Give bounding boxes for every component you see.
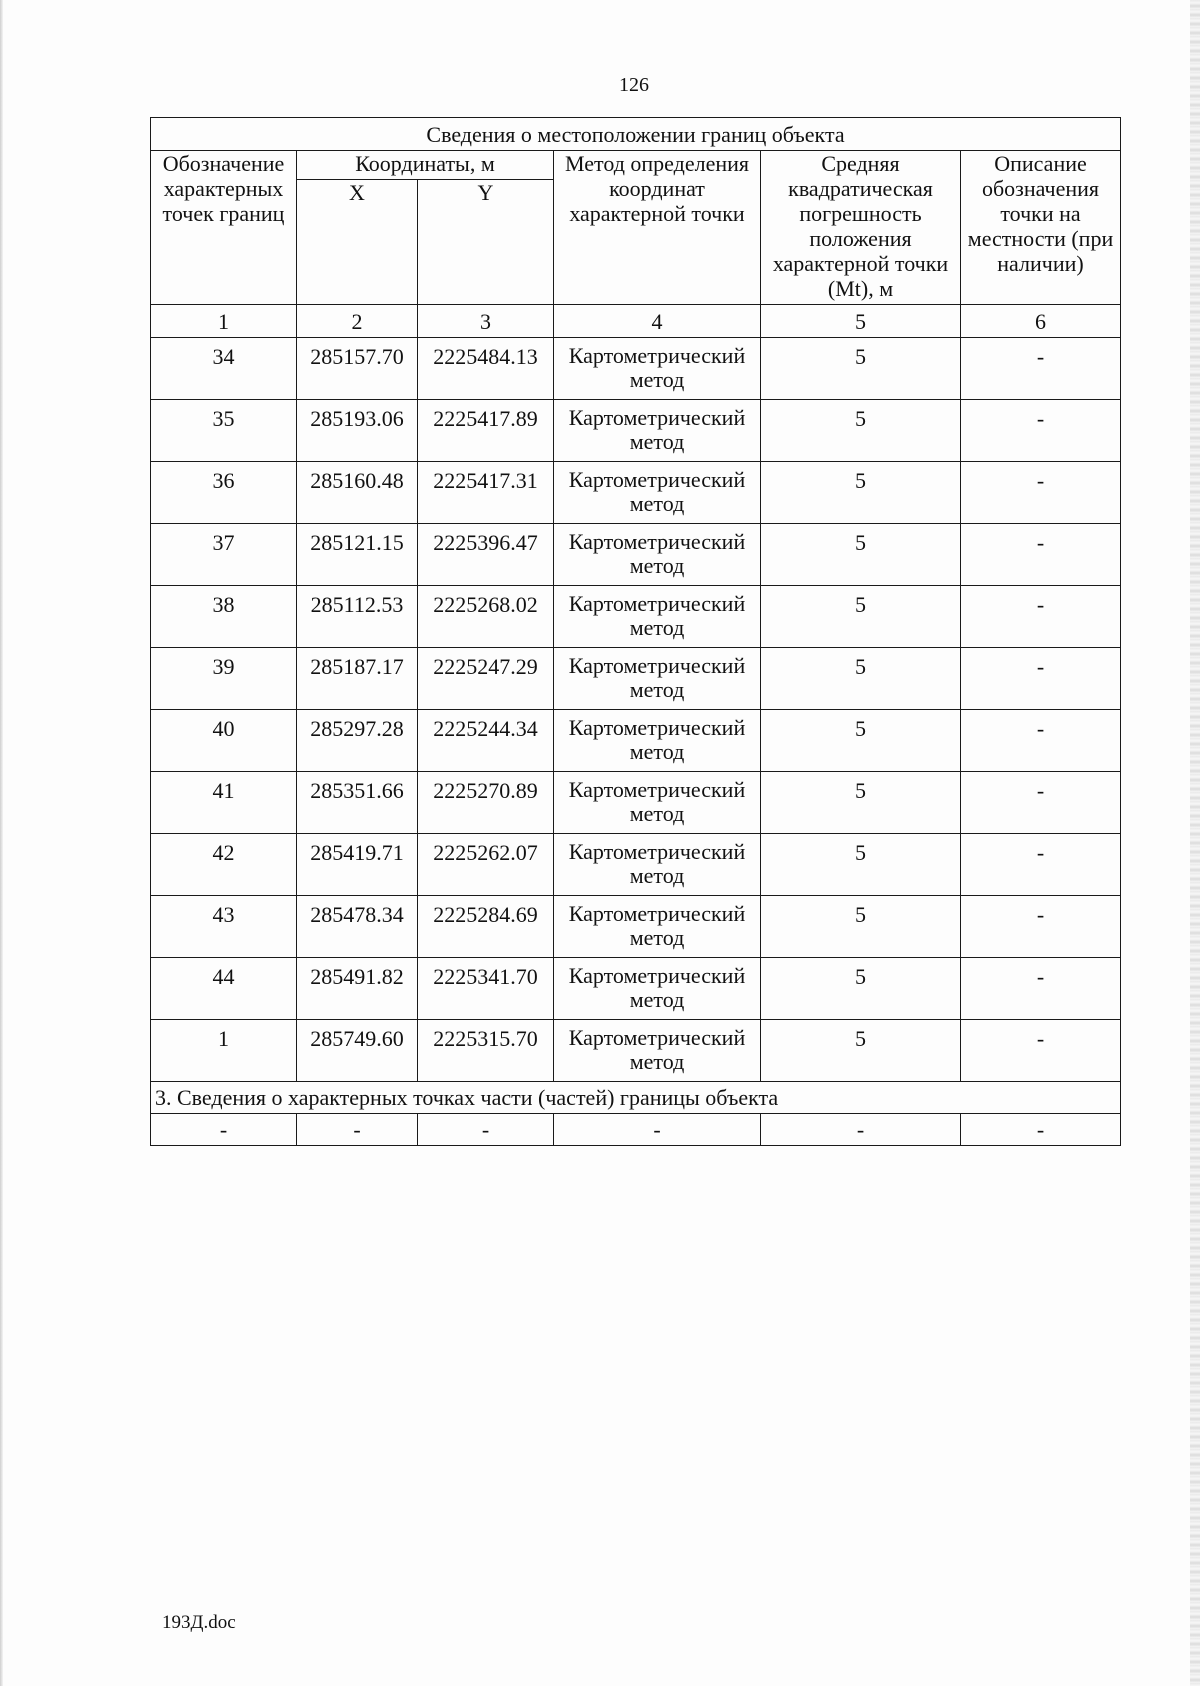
table-caption: Сведения о местоположении границ объекта [151, 118, 1121, 151]
column-number: 2 [297, 305, 418, 338]
table-row [151, 710, 1121, 772]
x-cell: 285187.17 [297, 648, 418, 710]
y-cell: 2225396.47 [418, 524, 554, 586]
section3-cell: - [554, 1114, 761, 1146]
x-cell: 285193.06 [297, 400, 418, 462]
y-cell: 2225484.13 [418, 338, 554, 400]
point-cell: 38 [151, 586, 297, 648]
description-cell: - [961, 648, 1121, 710]
section3-row [151, 1114, 1121, 1146]
header-designation: Обозначение характерных точек границ [151, 151, 297, 305]
error-cell: 5 [761, 834, 961, 896]
section3-cell: - [297, 1114, 418, 1146]
error-cell: 5 [761, 772, 961, 834]
column-number: 1 [151, 305, 297, 338]
section3-title: 3. Сведения о характерных точках части (частей) границы объекта [151, 1082, 1121, 1114]
method-cell: Картометрический метод [554, 1020, 761, 1082]
method-cell: Картометрический метод [554, 834, 761, 896]
table-row [151, 1020, 1121, 1082]
point-cell: 40 [151, 710, 297, 772]
x-cell: 285160.48 [297, 462, 418, 524]
method-cell: Картометрический метод [554, 896, 761, 958]
y-cell: 2225262.07 [418, 834, 554, 896]
point-cell: 42 [151, 834, 297, 896]
x-cell: 285121.15 [297, 524, 418, 586]
column-number: 3 [418, 305, 554, 338]
x-cell: 285419.71 [297, 834, 418, 896]
x-cell: 285478.34 [297, 896, 418, 958]
section3-cell: - [961, 1114, 1121, 1146]
scan-edge-left [0, 0, 3, 1686]
header-error: Средняя квадратическая погрешность положения характерной точки (Mt), м [761, 151, 961, 305]
x-cell: 285749.60 [297, 1020, 418, 1082]
description-cell: - [961, 958, 1121, 1020]
table-row [151, 586, 1121, 648]
description-cell: - [961, 896, 1121, 958]
error-cell: 5 [761, 710, 961, 772]
error-cell: 5 [761, 462, 961, 524]
description-cell: - [961, 1020, 1121, 1082]
y-cell: 2225244.34 [418, 710, 554, 772]
y-cell: 2225315.70 [418, 1020, 554, 1082]
x-cell: 285351.66 [297, 772, 418, 834]
header-coordinates: Координаты, м [297, 151, 554, 180]
method-cell: Картометрический метод [554, 400, 761, 462]
boundary-points-table [150, 117, 1121, 1146]
point-cell: 1 [151, 1020, 297, 1082]
section3-cell: - [151, 1114, 297, 1146]
description-cell: - [961, 462, 1121, 524]
table-row [151, 958, 1121, 1020]
point-cell: 44 [151, 958, 297, 1020]
description-cell: - [961, 586, 1121, 648]
y-cell: 2225417.89 [418, 400, 554, 462]
description-cell: - [961, 400, 1121, 462]
x-cell: 285157.70 [297, 338, 418, 400]
column-number: 5 [761, 305, 961, 338]
description-cell: - [961, 834, 1121, 896]
description-cell: - [961, 524, 1121, 586]
header-description: Описание обозначения точки на местности (при наличии) [961, 151, 1121, 305]
section3-title-row [151, 1082, 1121, 1114]
error-cell: 5 [761, 1020, 961, 1082]
method-cell: Картометрический метод [554, 772, 761, 834]
page-number: 126 [619, 74, 649, 96]
method-cell: Картометрический метод [554, 338, 761, 400]
x-cell: 285112.53 [297, 586, 418, 648]
header-x: X [297, 180, 418, 305]
scan-edge-right [1190, 0, 1200, 1686]
error-cell: 5 [761, 400, 961, 462]
method-cell: Картометрический метод [554, 462, 761, 524]
point-cell: 43 [151, 896, 297, 958]
error-cell: 5 [761, 586, 961, 648]
description-cell: - [961, 710, 1121, 772]
description-cell: - [961, 338, 1121, 400]
method-cell: Картометрический метод [554, 524, 761, 586]
section3-cell: - [761, 1114, 961, 1146]
x-cell: 285491.82 [297, 958, 418, 1020]
error-cell: 5 [761, 958, 961, 1020]
header-method: Метод определения координат характерной точки [554, 151, 761, 305]
section3-cell: - [418, 1114, 554, 1146]
method-cell: Картометрический метод [554, 648, 761, 710]
x-cell: 285297.28 [297, 710, 418, 772]
table-row [151, 400, 1121, 462]
column-number: 6 [961, 305, 1121, 338]
point-cell: 34 [151, 338, 297, 400]
point-cell: 35 [151, 400, 297, 462]
description-cell: - [961, 772, 1121, 834]
table-row [151, 338, 1121, 400]
table-row [151, 896, 1121, 958]
y-cell: 2225270.89 [418, 772, 554, 834]
footer-filename: 193Д.doc [162, 1612, 236, 1633]
column-number-row [151, 305, 1121, 338]
point-cell: 36 [151, 462, 297, 524]
method-cell: Картометрический метод [554, 710, 761, 772]
header-y: Y [418, 180, 554, 305]
y-cell: 2225268.02 [418, 586, 554, 648]
column-number: 4 [554, 305, 761, 338]
method-cell: Картометрический метод [554, 958, 761, 1020]
error-cell: 5 [761, 524, 961, 586]
y-cell: 2225417.31 [418, 462, 554, 524]
method-cell: Картометрический метод [554, 586, 761, 648]
y-cell: 2225247.29 [418, 648, 554, 710]
error-cell: 5 [761, 648, 961, 710]
table-row [151, 834, 1121, 896]
table-row [151, 648, 1121, 710]
table-row [151, 524, 1121, 586]
table-row [151, 462, 1121, 524]
error-cell: 5 [761, 338, 961, 400]
point-cell: 41 [151, 772, 297, 834]
y-cell: 2225341.70 [418, 958, 554, 1020]
error-cell: 5 [761, 896, 961, 958]
point-cell: 39 [151, 648, 297, 710]
point-cell: 37 [151, 524, 297, 586]
y-cell: 2225284.69 [418, 896, 554, 958]
table-row [151, 772, 1121, 834]
